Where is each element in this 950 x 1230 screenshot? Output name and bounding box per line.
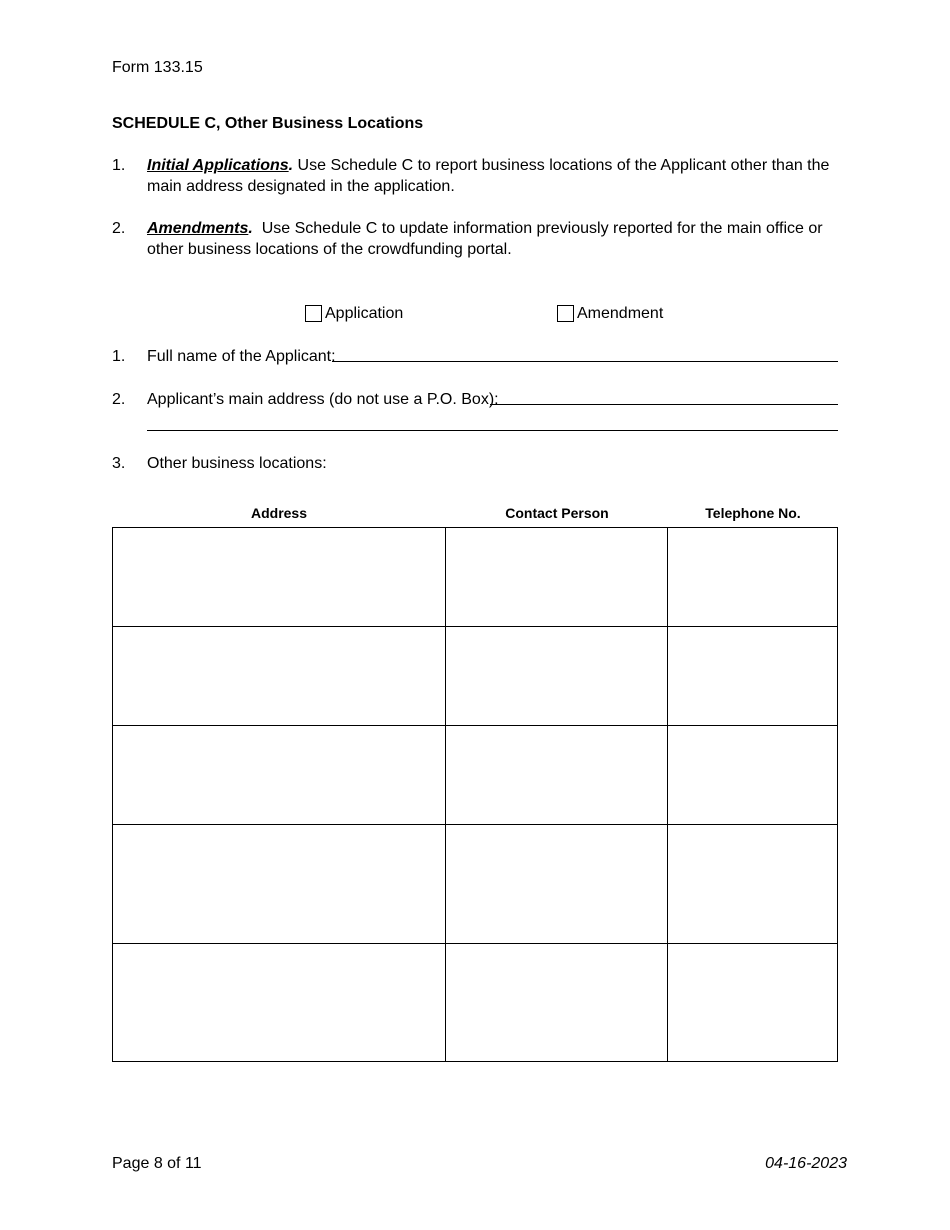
address-cell[interactable] xyxy=(113,528,446,627)
main-address-field[interactable] xyxy=(490,404,838,405)
telephone-cell[interactable] xyxy=(668,627,838,726)
amendment-checkbox-group xyxy=(557,303,663,324)
main-address-label: Applicant’s main address (do not use a P.O. Box): xyxy=(147,391,499,408)
address-cell[interactable] xyxy=(113,944,446,1062)
table-row xyxy=(113,627,838,726)
contact-person-cell[interactable] xyxy=(446,825,668,944)
main-address-field-line2[interactable] xyxy=(147,430,838,431)
telephone-cell[interactable] xyxy=(668,944,838,1062)
amendment-checkbox[interactable] xyxy=(557,305,574,322)
instruction-text: Use Schedule C to report business locations of the Applicant other than the main address designated in the application. xyxy=(147,157,830,195)
full-name-field[interactable] xyxy=(332,361,838,362)
instruction-number: 1. xyxy=(112,157,126,174)
application-checkbox[interactable] xyxy=(305,305,322,322)
telephone-column-header: Telephone No. xyxy=(705,505,801,521)
revision-date: 04-16-2023 xyxy=(765,1155,847,1172)
instruction-amendments xyxy=(112,218,839,260)
contact-person-column-header: Contact Person xyxy=(505,505,609,521)
contact-person-cell[interactable] xyxy=(446,944,668,1062)
instruction-lead: Amendments xyxy=(147,220,249,237)
instruction-number: 2. xyxy=(112,220,126,237)
question-number: 2. xyxy=(112,391,126,408)
telephone-cell[interactable] xyxy=(668,726,838,825)
table-row xyxy=(113,944,838,1062)
instruction-lead: Initial Applications xyxy=(147,157,289,174)
address-column-header: Address xyxy=(250,505,308,521)
application-checkbox-label: Application xyxy=(325,305,404,322)
application-checkbox-group xyxy=(305,303,403,324)
amendment-checkbox-label: Amendment xyxy=(577,305,664,322)
address-cell[interactable] xyxy=(113,627,446,726)
instruction-lead-suffix: . xyxy=(248,220,253,237)
telephone-cell[interactable] xyxy=(668,825,838,944)
schedule-title: SCHEDULE C, Other Business Locations xyxy=(112,115,424,132)
contact-person-cell[interactable] xyxy=(446,726,668,825)
table-row xyxy=(113,726,838,825)
table-row xyxy=(113,825,838,944)
other-locations-label: Other business locations: xyxy=(147,455,327,472)
instruction-lead-suffix: . xyxy=(288,157,294,174)
address-cell[interactable] xyxy=(113,726,446,825)
instruction-initial-applications xyxy=(112,155,839,197)
page-number: Page 8 of 11 xyxy=(112,1155,202,1172)
form-number: Form 133.15 xyxy=(112,59,203,76)
other-locations-table xyxy=(112,527,838,1062)
contact-person-cell[interactable] xyxy=(446,528,668,627)
full-name-label: Full name of the Applicant: xyxy=(147,348,336,365)
question-number: 1. xyxy=(112,348,126,365)
address-cell[interactable] xyxy=(113,825,446,944)
contact-person-cell[interactable] xyxy=(446,627,668,726)
table-row xyxy=(113,528,838,627)
question-number: 3. xyxy=(112,455,126,472)
instruction-text: Use Schedule C to update information previously reported for the main office or other business locations of the crowdfunding portal. xyxy=(147,220,828,258)
telephone-cell[interactable] xyxy=(668,528,838,627)
